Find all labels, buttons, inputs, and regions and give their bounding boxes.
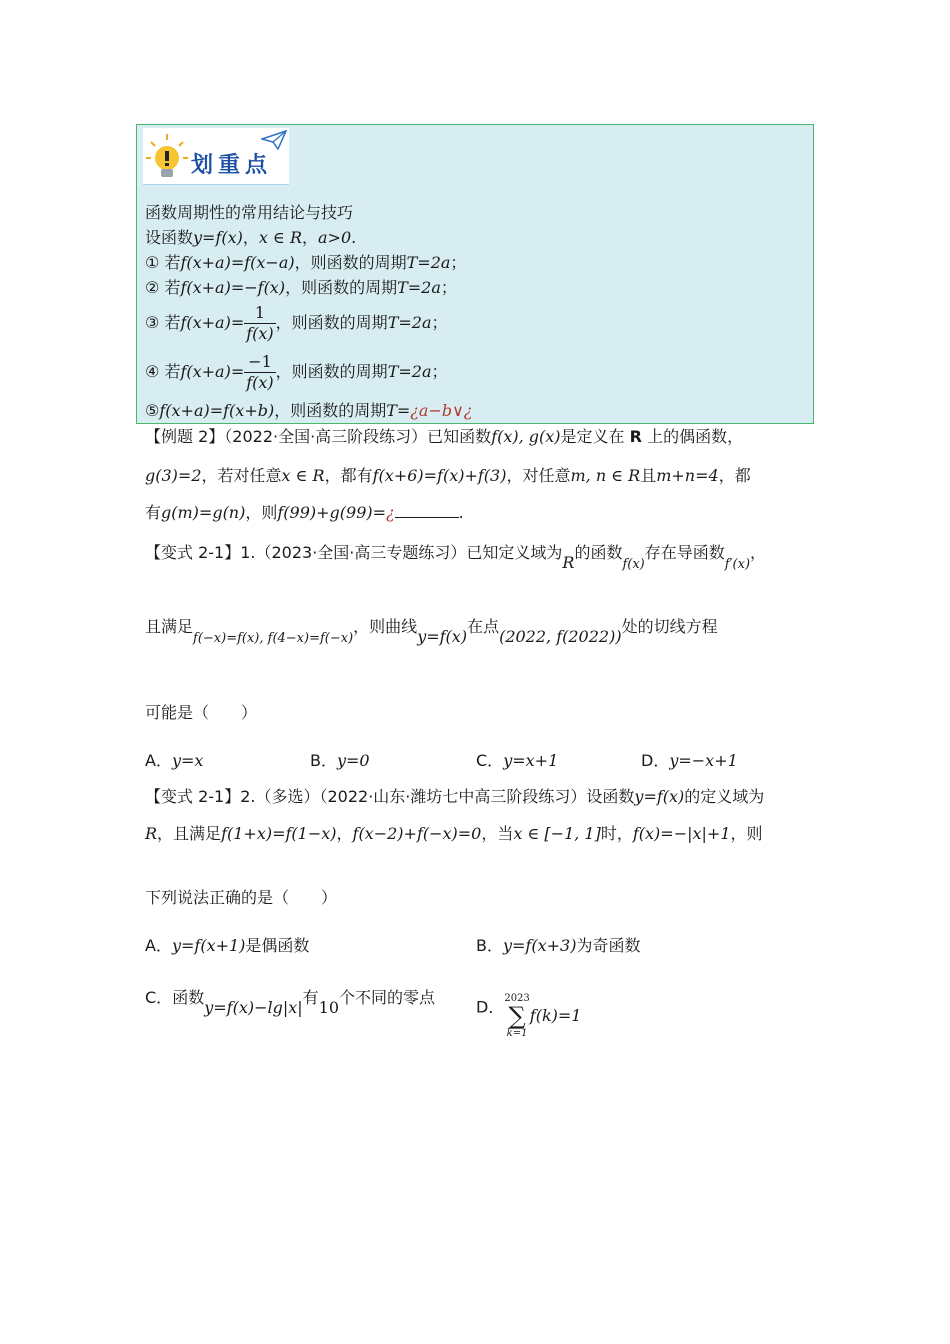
- paper-plane-icon: [261, 130, 287, 150]
- variant2-option-d[interactable]: D． 2023 ∑ k=1 f(k)=1: [476, 993, 582, 1039]
- variant1-line1: 【变式 2-1】1.（2023·全国·高三专题练习）已知定义域为R的函数$_{f(x)}$存在导函数$_{f'(x)}$，: [145, 543, 767, 572]
- variant2-option-c[interactable]: C．函数y=f(x)−lg|x|有10个不同的零点: [145, 988, 436, 1017]
- example2-line3: 有g(m)=g(n)，则f(99)+g(99)=¿ .: [145, 503, 464, 522]
- answer-blank[interactable]: [395, 503, 459, 518]
- variant1-option-d[interactable]: D．y=−x+1: [641, 751, 738, 770]
- highlight-badge: [143, 128, 289, 185]
- variant1-option-b[interactable]: B．y=0: [310, 751, 370, 770]
- rule-5: ⑤f(x+a)=f(x+b)，则函数的周期T=¿a−b∨¿: [145, 401, 473, 420]
- variant1-line2: 且满足$_{f(-x)=f(x), f(4-x)=f(-x)}$，则曲线y=f(x)在点(2022, f(2022))处的切线方程: [145, 617, 718, 646]
- variant2-option-a[interactable]: A．y=f(x+1)是偶函数: [145, 936, 310, 955]
- fraction: $\frac{1}{f(x)}$: [246, 303, 274, 343]
- variant2-option-b[interactable]: B．y=f(x+3)为奇函数: [476, 936, 641, 955]
- variant2-line1: 【变式 2-1】2.（多选）（2022·山东·潍坊七中高三阶段练习）设函数y=f(x)的定义域为: [145, 787, 765, 806]
- rule-2: ② 若f(x+a)=−f(x)，则函数的周期T=2a；: [145, 278, 457, 297]
- highlight-setup: 设函数y=f(x)，x ∈ R，a>0.: [145, 228, 357, 247]
- variant1-line3: 可能是（ ）: [145, 703, 258, 722]
- variant2-line2: R，且满足f(1+x)=f(1−x)，f(x−2)+f(−x)=0，当x ∈ [−1, 1]时，f(x)=−|x|+1，则: [145, 824, 763, 843]
- highlight-heading: 函数周期性的常用结论与技巧: [145, 203, 354, 222]
- badge-label: 划重点: [191, 153, 273, 178]
- lightbulb-icon: [145, 132, 189, 182]
- example2-line2: g(3)=2，若对任意x ∈ R，都有f(x+6)=f(x)+f(3)，对任意m, n ∈ R且m+n=4，都: [145, 466, 751, 485]
- variant2-line3: 下列说法正确的是（ ）: [145, 888, 338, 907]
- rule-4: ④ 若f(x+a)= $\frac{-1}{f(x)}$ ，则函数的周期T=2a；: [145, 352, 448, 392]
- example2-line1: 【例题 2】（2022·全国·高三阶段练习）已知函数f(x), g(x)是定义在 R 上的偶函数，: [145, 427, 744, 446]
- summation: 2023 ∑ k=1: [504, 993, 530, 1039]
- rule-1: ① 若f(x+a)=f(x−a)，则函数的周期T=2a；: [145, 253, 467, 272]
- rule-3: ③ 若f(x+a)= $\frac{1}{f(x)}$ ，则函数的周期T=2a；: [145, 303, 448, 343]
- variant1-option-a[interactable]: A．y=x: [145, 751, 204, 770]
- variant1-option-c[interactable]: C．y=x+1: [476, 751, 559, 770]
- fraction: $\frac{-1}{f(x)}$: [246, 352, 274, 392]
- sigma-icon: ∑: [508, 1002, 526, 1030]
